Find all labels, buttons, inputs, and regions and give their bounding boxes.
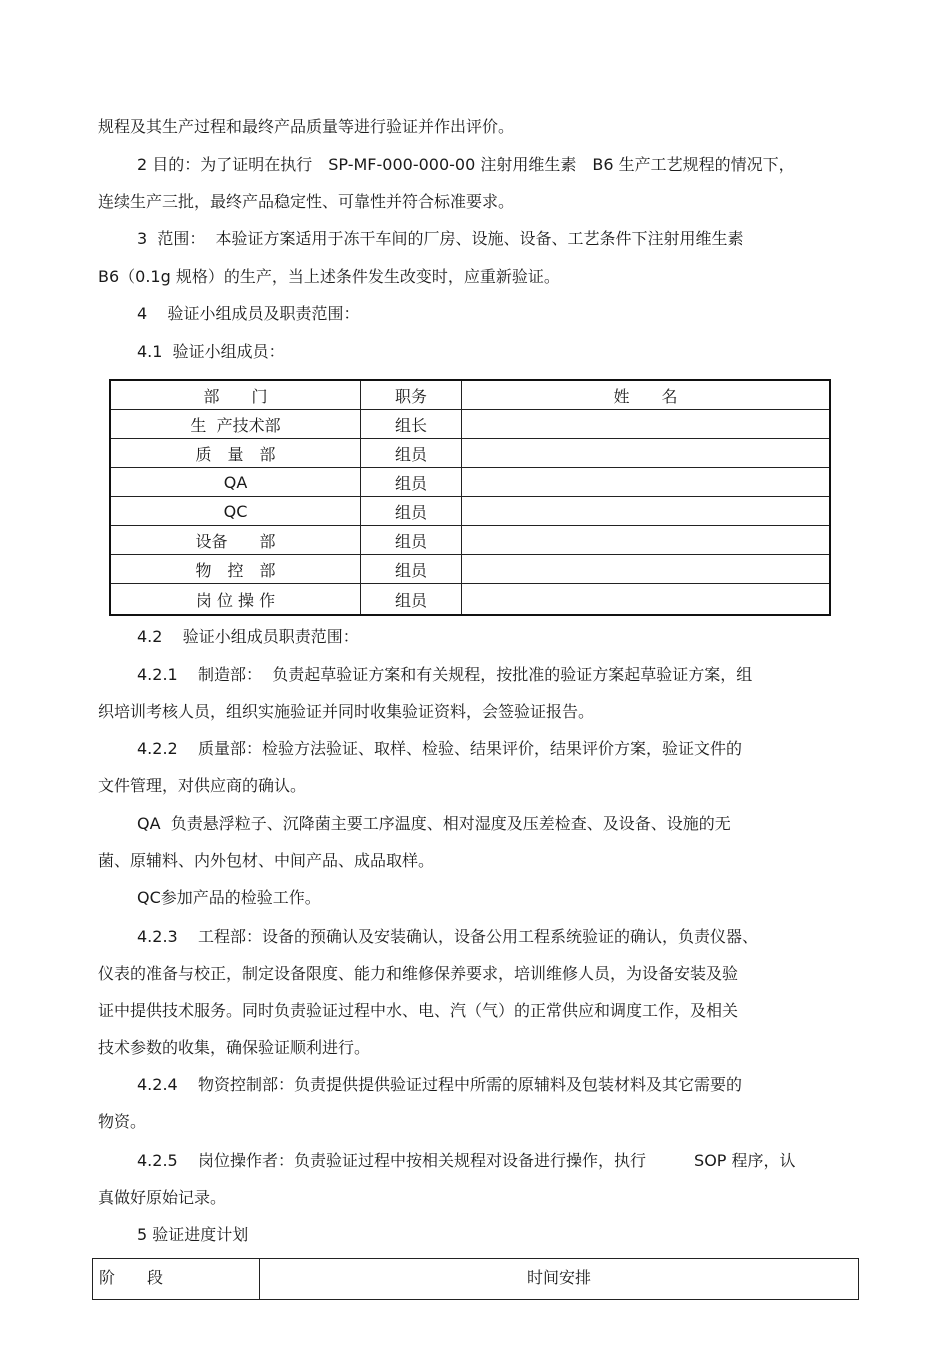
paragraph-duty-manufacturing: 4.2.1 制造部： 负责起草验证方案和有关规程，按批准的验证方案起草验证方案，组 [137, 665, 753, 684]
section-heading-members: 4.1 验证小组成员： [137, 342, 285, 361]
cell-name [462, 555, 831, 584]
paragraph-duty-materials: 4.2.4 物资控制部：负责提供提供验证过程中所需的原辅料及包装材料及其它需要的 [137, 1075, 743, 1094]
paragraph-duty-engineering: 4.2.3 工程部：设备的预确认及安装确认，设备公用工程系统验证的确认，负责仪器、 [137, 927, 759, 946]
cell-name [462, 526, 831, 555]
cell-dept: 质 量 部 [110, 439, 361, 468]
paragraph-duty-engineering-cont3: 技术参数的收集，确保验证顺利进行。 [98, 1038, 371, 1057]
table-row [110, 468, 830, 497]
cell-role: 组员 [361, 468, 462, 497]
paragraph-duty-engineering-cont1: 仪表的准备与校正，制定设备限度、能力和维修保养要求，培训维修人员，为设备安装及验 [98, 964, 739, 983]
table-header-row [110, 380, 830, 410]
header-role: 职务 [361, 380, 462, 410]
paragraph-duty-qa-cont: 菌、原辅料、内外包材、中间产品、成品取样。 [98, 851, 435, 870]
cell-name [462, 497, 831, 526]
header-name: 姓 名 [462, 380, 831, 410]
cell-name [462, 410, 831, 439]
cell-dept: QA [110, 468, 361, 497]
paragraph-intro-continuation: 规程及其生产过程和最终产品质量等进行验证并作出评价。 [98, 117, 515, 136]
cell-dept: 物 控 部 [110, 555, 361, 584]
paragraph-duty-manufacturing-cont: 织培训考核人员，组织实施验证并同时收集验证资料，会签验证报告。 [98, 702, 595, 721]
paragraph-duty-operators: 4.2.5 岗位操作者：负责验证过程中按相关规程对设备进行操作，执行 SOP 程序，认 [137, 1151, 796, 1170]
cell-name [462, 439, 831, 468]
paragraph-purpose: 2 目的：为了证明在执行 SP-MF-000-000-00 注射用维生素 B6 生产工艺规程的情况下， [137, 155, 795, 174]
paragraph-duty-engineering-cont2: 证中提供技术服务。同时负责验证过程中水、电、汽（气）的正常供应和调度工作，及相关 [98, 1001, 739, 1020]
table-row [110, 410, 830, 439]
section-heading-duties: 4.2 验证小组成员职责范围： [137, 627, 359, 646]
table-row [110, 555, 830, 584]
paragraph-purpose-cont: 连续生产三批，最终产品稳定性、可靠性并符合标准要求。 [98, 192, 515, 211]
table-row [110, 497, 830, 526]
table-header-row [93, 1259, 859, 1300]
cell-role: 组长 [361, 410, 462, 439]
section-heading-team: 4 验证小组成员及职责范围： [137, 304, 360, 323]
cell-role: 组员 [361, 526, 462, 555]
table-row [110, 584, 830, 616]
paragraph-duty-quality: 4.2.2 质量部：检验方法验证、取样、检验、结果评价，结果评价方案，验证文件的 [137, 739, 743, 758]
cell-dept: 设备 部 [110, 526, 361, 555]
paragraph-duty-materials-cont: 物资。 [98, 1112, 147, 1131]
paragraph-duty-quality-cont: 文件管理，对供应商的确认。 [98, 776, 307, 795]
cell-dept: 生 产技术部 [110, 410, 361, 439]
members-table [109, 379, 831, 616]
paragraph-scope-cont: B6（0.1g 规格）的生产，当上述条件发生改变时，应重新验证。 [98, 267, 560, 286]
cell-role: 组员 [361, 584, 462, 616]
cell-role: 组员 [361, 497, 462, 526]
cell-name [462, 468, 831, 497]
header-stage: 阶 段 [93, 1259, 260, 1300]
cell-role: 组员 [361, 439, 462, 468]
header-dept: 部 门 [110, 380, 361, 410]
schedule-table [92, 1258, 859, 1300]
cell-role: 组员 [361, 555, 462, 584]
cell-dept: QC [110, 497, 361, 526]
section-heading-schedule: 5 验证进度计划 [137, 1225, 249, 1244]
table-row [110, 526, 830, 555]
table-row [110, 439, 830, 468]
paragraph-duty-qa: QA 负责悬浮粒子、沉降菌主要工序温度、相对湿度及压差检查、及设备、设施的无 [137, 814, 731, 833]
cell-dept: 岗 位 操 作 [110, 584, 361, 616]
header-time: 时间安排 [260, 1259, 859, 1300]
paragraph-duty-qc: QC参加产品的检验工作。 [137, 888, 321, 907]
paragraph-scope: 3 范围： 本验证方案适用于冻干车间的厂房、设施、设备、工艺条件下注射用维生素 [137, 229, 744, 248]
paragraph-duty-operators-cont: 真做好原始记录。 [98, 1188, 227, 1207]
cell-name [462, 584, 831, 616]
